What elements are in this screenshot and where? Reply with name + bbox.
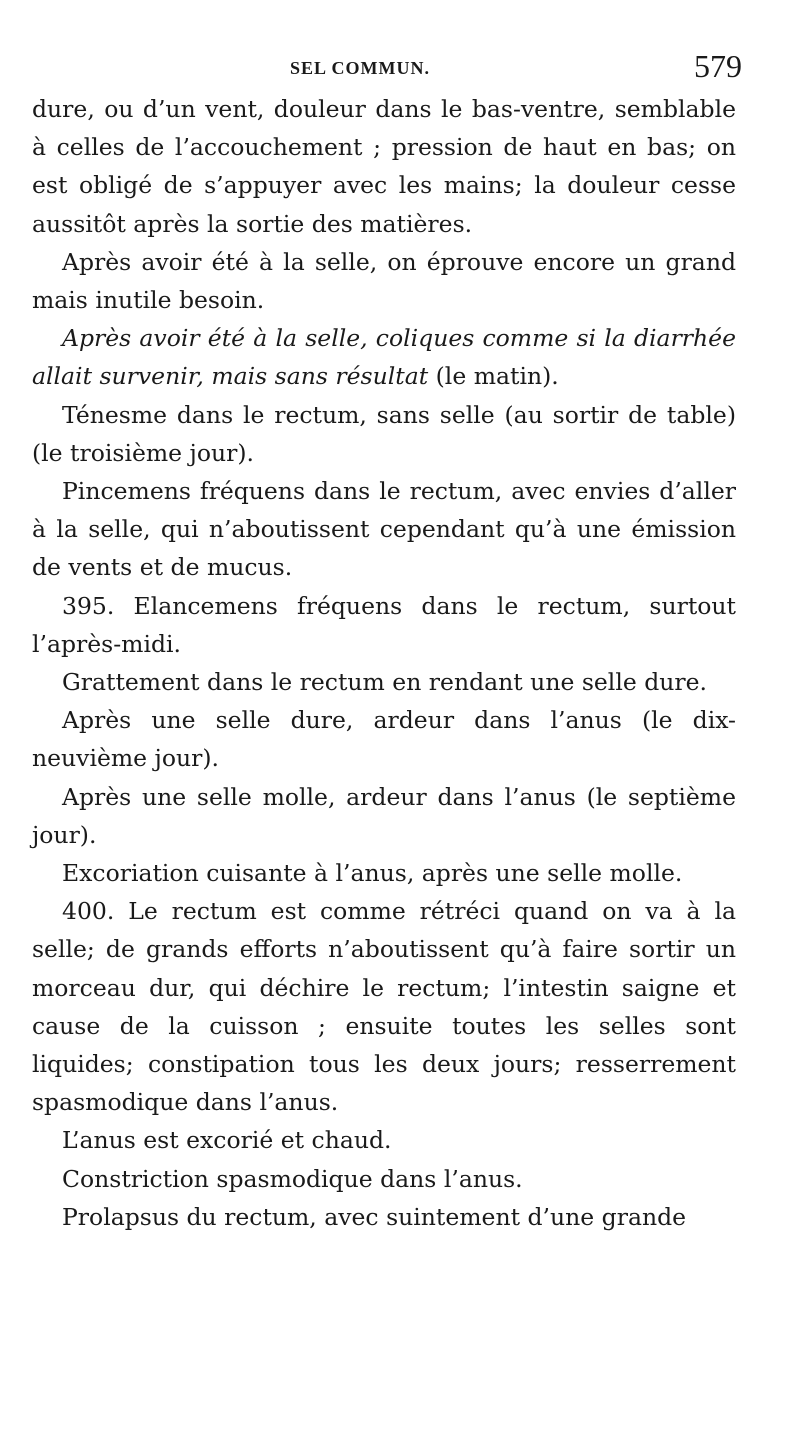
page-number: 579	[694, 48, 742, 84]
paragraph-numbered: 395. Elancemens fréquens dans le rectum, surtout l’après-midi.	[32, 591, 736, 658]
page-body	[32, 90, 736, 1236]
paragraph: Excoriation cuisante à l’anus, après une selle molle.	[62, 859, 683, 888]
paragraph: Constriction spasmodique dans l’anus.	[62, 1164, 523, 1193]
italic-text: Après avoir été à la selle, coliques comme si la diarrhée allait survenir, mais sans résultat	[32, 324, 736, 391]
paragraph: Pincemens fréquens dans le rectum, avec envies d’aller à la selle, qui n’aboutissent cependant qu’à une émission de vents et de mucus.	[32, 477, 736, 582]
paragraph: dure, ou d’un vent, douleur dans le bas-ventre, semblable à celles de l’accouchement ; pression de haut en bas; on est obligé de s’appuyer avec les mains; la douleur cesse aussitôt après la sortie des matières.	[32, 95, 736, 238]
paragraph-numbered: 400. Le rectum est comme rétréci quand on va à la selle; de grands efforts n’aboutissent qu’à faire sortir un morceau dur, qui déchire le rectum; l’intestin saigne et cause de la cuisson ; ensuite toutes les selles sont liquides; constipation tous les deux jours; resserrement spasmodique dans l’anus.	[32, 897, 736, 1117]
paragraph-tail: (le matin).	[428, 362, 559, 391]
running-head-title: SEL COMMUN.	[290, 58, 431, 78]
paragraph: Après avoir été à la selle, on éprouve encore un grand mais inutile besoin.	[32, 247, 736, 315]
paragraph: Après une selle molle, ardeur dans l’anus (le septième jour).	[32, 782, 736, 849]
paragraph: Ténesme dans le rectum, sans selle (au sortir de table) (le troisième jour).	[32, 400, 736, 467]
paragraph-italic	[32, 319, 736, 395]
paragraph: Grattement dans le rectum en rendant une selle dure.	[62, 668, 707, 697]
paragraph: Après une selle dure, ardeur dans l’anus (le dix-neuvième jour).	[32, 706, 736, 773]
running-head	[32, 0, 742, 92]
paragraph: Prolapsus du rectum, avec suintement d’une grande	[62, 1202, 687, 1231]
paragraph: L’anus est excorié et chaud.	[62, 1126, 392, 1155]
